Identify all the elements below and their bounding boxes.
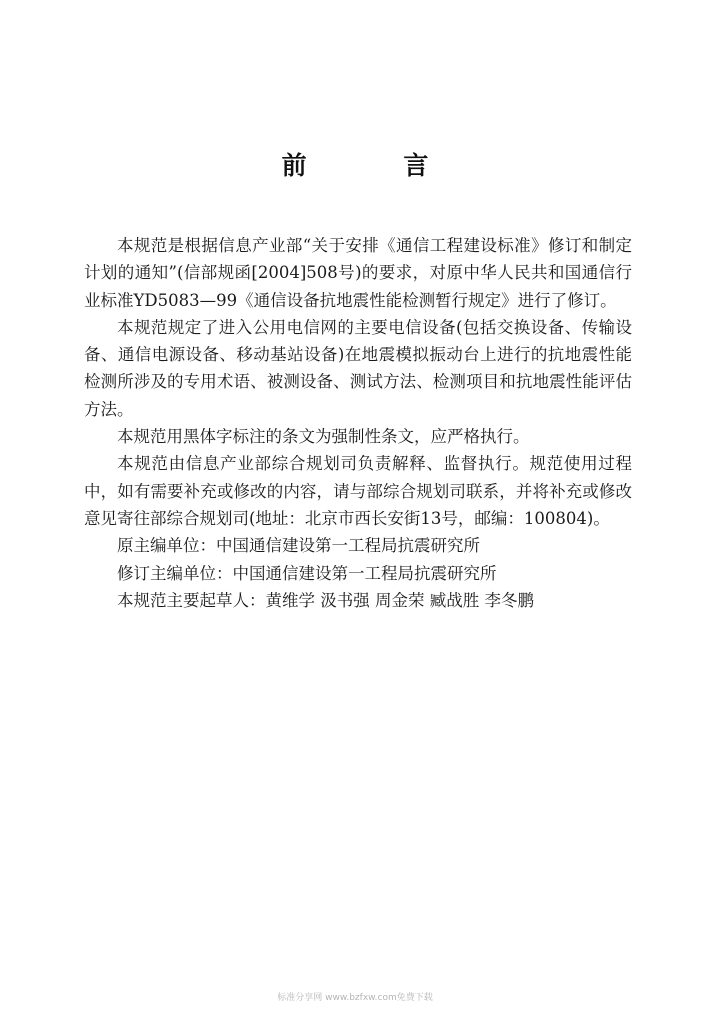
paragraph-revision-basis: 本规范是根据信息产业部“关于安排《通信工程建设标准》修订和制定计划的通知”(信部规函[2004]508号)的要求，对原中华人民共和国通信行业标准YD5083—99《通信设备抗地震性能检测暂行规定》进行了修订。: [84, 236, 632, 310]
paragraph-mandatory-clauses: 本规范用黑体字标注的条文为强制性条文，应严格执行。: [117, 427, 530, 447]
revision-editor-unit: 修订主编单位：中国通信建设第一工程局抗震研究所: [117, 563, 497, 583]
document-body: [84, 232, 632, 614]
paragraph-interpretation: 本规范由信息产业部综合规划司负责解释、监督执行。规范使用过程中，如有需要补充或修改的内容，请与部综合规划司联系，并将补充或修改意见寄往部综合规划司(地址：北京市西长安街13号，邮编：100804)。: [84, 454, 632, 528]
main-drafters: 本规范主要起草人：黄维学 汲书强 周金荣 臧战胜 李冬鹏: [117, 590, 534, 610]
footer-watermark: 标准分享网 www.bzfxw.com免费下载: [277, 993, 433, 1003]
paragraph-scope: 本规范规定了进入公用电信网的主要电信设备(包括交换设备、传输设备、通信电源设备、移动基站设备)在地震模拟振动台上进行的抗地震性能检测所涉及的专用术语、被测设备、测试方法、检测项目和抗地震性能评估方法。: [84, 317, 632, 419]
original-editor-unit: 原主编单位：中国通信建设第一工程局抗震研究所: [117, 536, 480, 556]
page-title: 前 言: [281, 151, 473, 180]
